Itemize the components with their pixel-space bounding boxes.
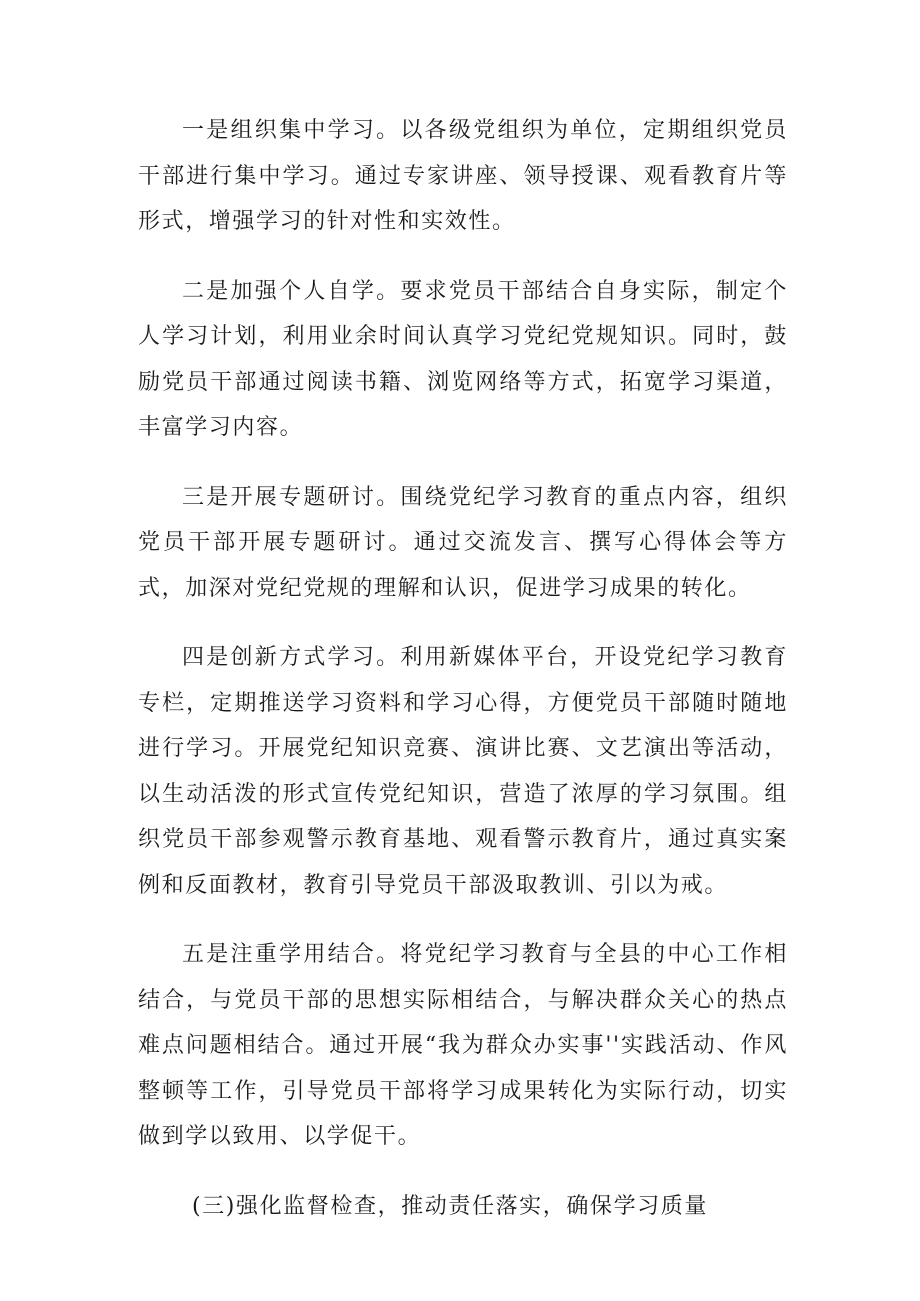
paragraph-1: 一是组织集中学习。以各级党组织为单位，定期组织党员干部进行集中学习。通过专家讲座、领导授课、观看教育片等形式，增强学习的针对性和实效性。 [138, 118, 788, 234]
section-heading: (三)强化监督检查，推动责任落实，确保学习质量 [192, 1193, 708, 1219]
document-body [138, 108, 788, 1229]
paragraph-4: 四是创新方式学习。利用新媒体平台，开设党纪学习教育专栏，定期推送学习资料和学习心得，方便党员干部随时随地进行学习。开展党纪知识竞赛、演讲比赛、文艺演出等活动，以生动活泼的形式宣传党纪知识，营造了浓厚的学习氛围。组织党员干部参观警示教育基地、观看警示教育片，通过真实案例和反面教材，教育引导党员干部汲取教训、引以为戒。 [138, 645, 788, 898]
paragraph-5: 五是注重学用结合。将党纪学习教育与全县的中心工作相结合，与党员干部的思想实际相结合，与解决群众关心的热点难点问题相结合。通过开展“我为群众办实事''实践活动、作风整顿等工作，引导党员干部将学习成果转化为实际行动，切实做到学以致用、以学促干。 [138, 942, 788, 1149]
paragraph-2: 二是加强个人自学。要求党员干部结合自身实际，制定个人学习计划，利用业余时间认真学习党纪党规知识。同时，鼓励党员干部通过阅读书籍、浏览网络等方式，拓宽学习渠道，丰富学习内容。 [138, 278, 788, 440]
paragraph-3: 三是开展专题研讨。围绕党纪学习教育的重点内容，组织党员干部开展专题研讨。通过交流发言、撰写心得体会等方式，加深对党纪党规的理解和认识，促进学习成果的转化。 [138, 484, 788, 601]
